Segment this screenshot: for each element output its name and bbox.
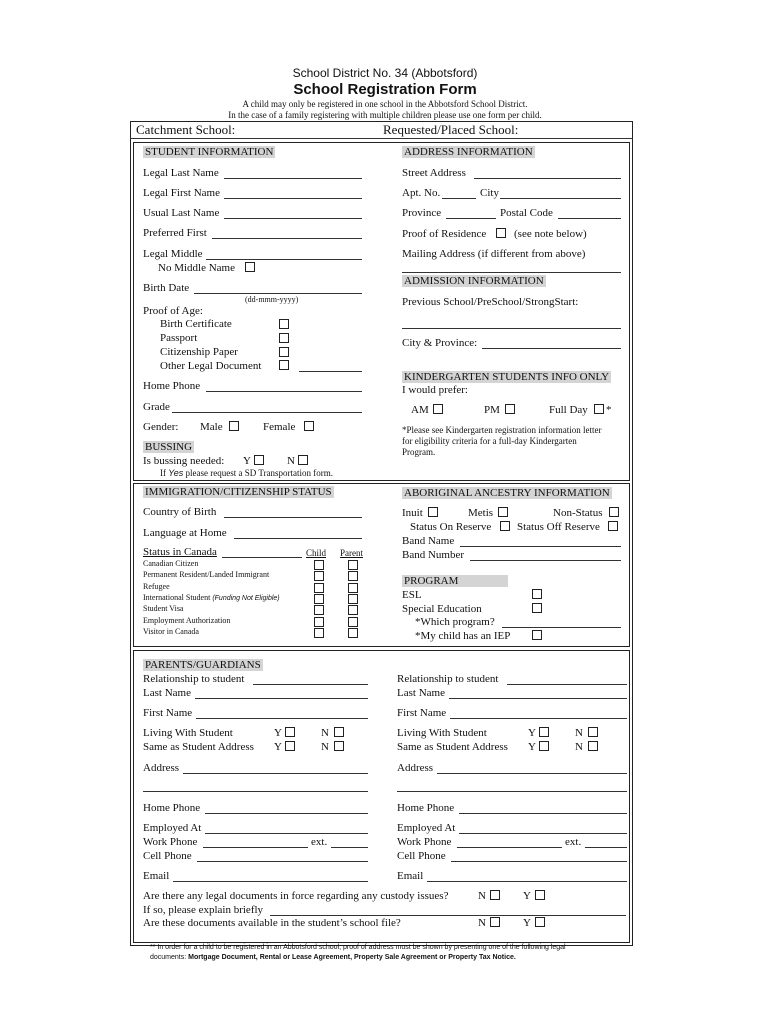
which-program-label: *Which program? [415,616,495,628]
parent1-ext-label: ext. [311,836,328,848]
header-note-1: A child may only be registered in one school in the Abbotsford School District. [242,99,528,109]
parent2-last-name-field[interactable] [449,698,627,699]
custody-no-label: N [478,890,486,902]
apt-no-field[interactable] [442,198,476,199]
form-title: School Registration Form [293,81,477,98]
status-item-label: Canadian Citizen [143,559,199,568]
inuit-label: Inuit [402,507,423,519]
parent2-work-phone-field[interactable] [457,847,562,848]
country-of-birth-label: Country of Birth [143,506,217,518]
bussing-needed-label: Is bussing needed: [143,455,225,467]
home-phone-field[interactable] [206,391,362,392]
birth-date-label: Birth Date [143,282,190,294]
aboriginal-heading: ABORIGINAL ANCESTRY INFORMATION [404,487,610,499]
parent1-employed-field[interactable] [205,833,368,834]
gender-label: Gender: [143,421,179,433]
previous-school-label: Previous School/PreSchool/StrongStart: [402,296,579,308]
off-reserve-label: Status Off Reserve [517,521,600,533]
iep-checkbox[interactable] [532,630,542,640]
country-of-birth-field[interactable] [224,517,362,518]
admission-info-heading: ADMISSION INFORMATION [404,275,544,287]
metis-label: Metis [468,507,494,519]
previous-school-field[interactable] [402,328,621,329]
status-item [143,604,183,613]
see-note-below: (see note below) [514,228,587,240]
postal-code-label: Postal Code [500,207,553,219]
bussing-yes-checkbox[interactable] [254,455,264,465]
parent2-last-name-label: Last Name [397,687,445,699]
city-province-label: City & Province: [402,337,478,349]
parent1-living-yes-label: Y [274,727,282,739]
postal-code-field[interactable] [558,218,621,219]
parent1-work-phone-field[interactable] [203,847,308,848]
explain-field[interactable] [270,915,626,916]
parent-column-header: Parent [340,548,363,558]
parent1-last-name-label: Last Name [143,687,191,699]
parent2-living-yes-label: Y [528,727,536,739]
header-note-2: In the case of a family registering with multiple children please use one form per child. [228,110,542,120]
parent1-work-phone-label: Work Phone [143,836,198,848]
am-checkbox[interactable] [433,404,443,414]
status-parent-checkbox[interactable] [348,605,358,615]
bussing-yes-label: Y [243,455,251,467]
full-day-star: * [606,404,612,416]
parent1-cell-phone-field[interactable] [197,861,368,862]
mailing-address-label: Mailing Address (if different from above) [402,248,586,260]
parent1-living-yes-checkbox[interactable] [285,727,295,737]
parent1-relationship-field[interactable] [253,684,368,685]
parent2-email-label: Email [397,870,424,882]
parent1-ext-field[interactable] [331,847,368,848]
parent2-employed-label: Employed At [397,822,456,834]
legal-first-name-field[interactable] [224,198,362,199]
status-item [143,559,198,568]
status-item-label: Refugee [143,581,170,591]
bussing-no-checkbox[interactable] [298,455,308,465]
status-child-checkbox[interactable] [314,594,324,604]
status-child-checkbox[interactable] [314,583,324,593]
esl-checkbox[interactable] [532,589,542,599]
legal-middle-field[interactable] [206,259,362,260]
special-education-checkbox[interactable] [532,603,542,613]
parent1-living-with-label: Living With Student [143,727,233,739]
parent2-home-phone-label: Home Phone [397,802,455,814]
parent2-work-phone-label: Work Phone [397,836,452,848]
parent2-same-no-checkbox[interactable] [588,741,598,751]
legal-first-name-label: Legal First Name [143,187,220,199]
preferred-first-field[interactable] [212,238,362,239]
male-label: Male [200,421,223,433]
catchment-school-label: Catchment School: [136,122,236,137]
parent2-same-yes-checkbox[interactable] [539,741,549,751]
bussing-note [160,468,333,478]
status-parent-checkbox[interactable] [348,628,358,638]
parent2-address-label: Address [397,762,434,774]
parent1-email-label: Email [143,870,170,882]
non-status-label: Non-Status [553,507,603,519]
parent2-cell-phone-label: Cell Phone [397,850,446,862]
parent2-employed-field[interactable] [459,833,627,834]
no-middle-name-checkbox[interactable] [245,262,255,272]
immigration-heading: IMMIGRATION/CITIZENSHIP STATUS [145,486,332,498]
parent1-employed-label: Employed At [143,822,202,834]
footer-documents: Mortgage Document, Rental or Lease Agreement, Property Sale Agreement or Property Tax Notice. [188,954,516,961]
status-item [143,593,280,602]
street-address-label: Street Address [402,167,466,179]
footer-prefix: documents: [150,954,187,961]
parent1-same-yes-label: Y [274,741,282,753]
bussing-if-yes: Yes [168,468,184,478]
parent2-cell-phone-field[interactable] [451,861,627,862]
legal-middle-label: Legal Middle [143,248,203,260]
parent1-home-phone-label: Home Phone [143,802,201,814]
kindergarten-note-3: Program. [402,447,436,457]
address-info-heading: ADDRESS INFORMATION [404,146,533,158]
status-child-checkbox[interactable] [314,571,324,581]
requested-school-label: Requested/Placed School: [383,122,519,137]
status-item-label: International Student [143,592,211,602]
birth-date-field[interactable] [194,293,362,294]
parent2-living-with-label: Living With Student [397,727,487,739]
status-item-label: Employment Authorization [143,615,231,625]
parent2-first-name-field[interactable] [450,718,627,719]
kindergarten-note-1: *Please see Kindergarten registration information letter [402,425,602,435]
parent2-living-yes-checkbox[interactable] [539,727,549,737]
footer-note-2 [150,954,516,961]
would-prefer-label: I would prefer: [402,384,468,396]
child-column-header: Child [306,548,327,558]
band-name-label: Band Name [402,535,455,547]
student-info-heading: STUDENT INFORMATION [145,146,274,158]
status-parent-checkbox[interactable] [348,594,358,604]
passport-checkbox[interactable] [279,333,289,343]
available-yes-checkbox[interactable] [535,917,545,927]
off-reserve-checkbox[interactable] [608,521,618,531]
male-checkbox[interactable] [229,421,239,431]
legal-last-name-field[interactable] [224,178,362,179]
kindergarten-heading: KINDERGARTEN STUDENTS INFO ONLY [404,371,610,383]
parent1-first-name-field[interactable] [196,718,368,719]
program-heading: PROGRAM [402,575,508,587]
parents-heading: PARENTS/GUARDIANS [145,659,261,671]
available-no-label: N [478,917,486,929]
parent2-first-name-label: First Name [397,707,447,719]
parent2-ext-field[interactable] [585,847,627,848]
parent2-same-yes-label: Y [528,741,536,753]
non-status-checkbox[interactable] [609,507,619,517]
bussing-no-label: N [287,455,295,467]
parent2-same-address-label: Same as Student Address [397,741,508,753]
available-no-checkbox[interactable] [490,917,500,927]
parent1-same-address-label: Same as Student Address [143,741,254,753]
usual-last-name-field[interactable] [224,218,362,219]
language-at-home-field[interactable] [234,538,362,539]
parent2-address-field[interactable] [437,773,627,774]
special-education-label: Special Education [402,603,482,615]
funding-not-eligible-note: (Funding Not Eligible) [212,594,280,602]
status-in-canada-label: Status in Canada [143,546,217,558]
status-child-checkbox[interactable] [314,628,324,638]
citizenship-paper-label: Citizenship Paper [160,346,238,358]
parent2-relationship-field[interactable] [507,684,627,685]
status-item-label: Student Visa [143,604,184,614]
on-reserve-label: Status On Reserve [410,521,492,533]
birth-certificate-checkbox[interactable] [279,319,289,329]
status-parent-checkbox[interactable] [348,617,358,627]
parent1-same-yes-checkbox[interactable] [285,741,295,751]
band-number-field[interactable] [470,560,621,561]
status-parent-checkbox[interactable] [348,560,358,570]
parent1-cell-phone-label: Cell Phone [143,850,192,862]
no-middle-name-label: No Middle Name [158,262,235,274]
bussing-if: If [160,468,166,478]
parent2-address-field-2[interactable] [397,791,627,792]
home-phone-label: Home Phone [143,380,201,392]
other-document-checkbox[interactable] [279,360,289,370]
legal-last-name-label: Legal Last Name [143,167,219,179]
on-reserve-checkbox[interactable] [500,521,510,531]
usual-last-name-label: Usual Last Name [143,207,220,219]
preferred-first-label: Preferred First [143,227,207,239]
inuit-checkbox[interactable] [428,507,438,517]
city-province-field[interactable] [482,348,621,349]
grade-label: Grade [143,401,170,413]
metis-checkbox[interactable] [498,507,508,517]
parent2-living-no-checkbox[interactable] [588,727,598,737]
parent1-relationship-label: Relationship to student [143,673,245,685]
parent1-email-field[interactable] [173,881,368,882]
status-item-label: Permanent Resident/Landed Immigrant [143,570,270,580]
pm-checkbox[interactable] [505,404,515,414]
custody-yes-label: Y [523,890,531,902]
bussing-note-text: please request a SD Transportation form. [185,468,333,478]
status-child-checkbox[interactable] [314,605,324,615]
street-address-field[interactable] [474,178,621,179]
city-field[interactable] [500,198,621,199]
other-document-label: Other Legal Document [160,360,262,372]
status-parent-checkbox[interactable] [348,571,358,581]
band-name-field[interactable] [460,546,621,547]
parent1-first-name-label: First Name [143,707,193,719]
full-day-checkbox[interactable] [594,404,604,414]
status-item [143,616,230,625]
status-item [143,570,269,579]
parent1-last-name-field[interactable] [195,698,368,699]
parent1-same-no-checkbox[interactable] [334,741,344,751]
kindergarten-note-2: for eligibility criteria for a full-day Kindergarten [402,436,577,446]
district-name: School District No. 34 (Abbotsford) [292,66,478,80]
pm-label: PM [484,404,500,416]
parent1-address-field[interactable] [183,773,368,774]
full-day-label: Full Day [549,404,588,416]
parent1-address-field-2[interactable] [143,791,368,792]
am-label: AM [411,404,429,416]
iep-label: *My child has an IEP [415,630,511,642]
status-child-checkbox[interactable] [314,617,324,627]
language-at-home-label: Language at Home [143,527,227,539]
parent2-ext-label: ext. [565,836,582,848]
esl-label: ESL [402,589,422,601]
custody-question: Are there any legal documents in force regarding any custody issues? [143,890,449,902]
citizenship-paper-checkbox[interactable] [279,347,289,357]
apt-no-label: Apt. No. [402,187,441,199]
other-document-field[interactable] [299,371,362,372]
parent1-address-label: Address [143,762,180,774]
parent1-living-no-label: N [321,727,329,739]
province-label: Province [402,207,442,219]
proof-of-age-label: Proof of Age: [143,305,203,317]
explain-label: If so, please explain briefly [143,904,264,916]
city-label: City [480,187,499,199]
birth-certificate-label: Birth Certificate [160,318,232,330]
status-item [143,627,199,636]
status-item-label: Visitor in Canada [143,626,199,636]
female-checkbox[interactable] [304,421,314,431]
status-child-checkbox[interactable] [314,560,324,570]
available-yes-label: Y [523,917,531,929]
province-field[interactable] [446,218,496,219]
proof-of-residence-checkbox[interactable] [496,228,506,238]
parent2-email-field[interactable] [427,881,627,882]
bussing-heading: BUSSING [145,441,193,453]
status-parent-checkbox[interactable] [348,583,358,593]
parent2-living-no-label: N [575,727,583,739]
custody-no-checkbox[interactable] [490,890,500,900]
parent1-home-phone-field[interactable] [205,813,368,814]
custody-yes-checkbox[interactable] [535,890,545,900]
parent2-home-phone-field[interactable] [459,813,627,814]
parent2-same-no-label: N [575,741,583,753]
parent2-relationship-label: Relationship to student [397,673,499,685]
status-item [143,582,170,591]
date-format-hint: (dd-mmm-yyyy) [245,295,299,304]
proof-of-residence-label: Proof of Residence [402,228,487,240]
female-label: Female [263,421,296,433]
mailing-address-field[interactable] [402,272,621,273]
grade-field[interactable] [172,412,362,413]
which-program-field[interactable] [502,627,621,628]
parent1-living-no-checkbox[interactable] [334,727,344,737]
footer-note-1: ** In order for a child to be registered in an Abbotsford school, proof of address must be shown by presenting one of the following legal [150,944,566,951]
band-number-label: Band Number [402,549,465,561]
passport-label: Passport [160,332,198,344]
parent1-same-no-label: N [321,741,329,753]
documents-available-question: Are these documents available in the student’s school file? [143,917,401,929]
